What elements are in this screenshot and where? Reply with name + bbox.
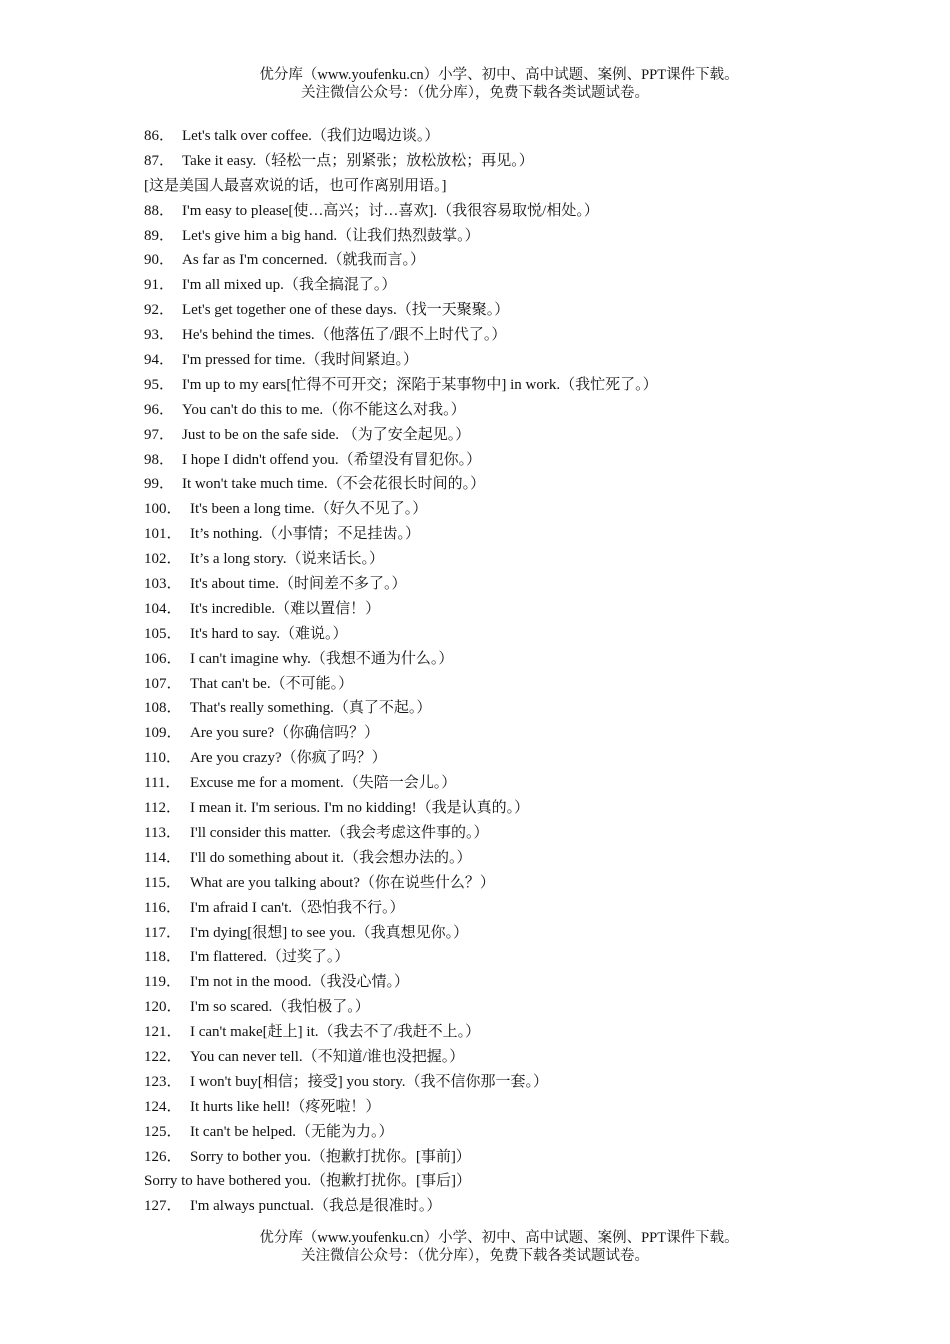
phrase-number: 94． [144, 352, 175, 369]
phrase-number: 107． [144, 675, 182, 692]
footer-line-2: 关注微信公众号：（优分库），免费下载各类试题试卷。 [301, 1248, 649, 1264]
phrase-number: 127． [144, 1198, 182, 1215]
phrase-line [144, 572, 904, 597]
phrase-line [144, 124, 904, 149]
phrase-line [144, 746, 904, 771]
phrase-number: 103． [144, 576, 182, 593]
phrase-text: I'm so scared.（我怕极了。） [190, 999, 370, 1016]
phrase-number: 100． [144, 501, 182, 518]
phrase-line [144, 945, 904, 970]
phrase-line [144, 846, 904, 871]
phrase-number: 112． [144, 800, 181, 817]
phrase-number: 115． [144, 874, 181, 891]
phrase-line [144, 423, 904, 448]
phrase-number: 121． [144, 1024, 182, 1041]
phrase-number: 109． [144, 725, 182, 742]
phrase-text: I'll do something about it.（我会想办法的。） [190, 849, 472, 866]
phrase-text: You can never tell.（不知道/谁也没把握。） [190, 1048, 465, 1065]
phrase-text: I'm pressed for time.（我时间紧迫。） [182, 352, 419, 369]
phrase-line [144, 224, 904, 249]
phrase-text: I won't buy[相信；接受] you story.（我不信你那一套。） [190, 1073, 548, 1090]
phrase-line [144, 821, 904, 846]
phrase-line [144, 373, 904, 398]
phrase-line [144, 796, 904, 821]
phrase-number: 90． [144, 252, 175, 269]
phrase-number: 120． [144, 999, 182, 1016]
phrase-number: 86． [144, 128, 175, 144]
phrase-number: 117． [144, 924, 181, 941]
phrase-number: 104． [144, 600, 182, 617]
phrase-text: Are you sure?（你确信吗？） [190, 725, 380, 742]
phrase-line [144, 696, 904, 721]
phrase-line [144, 398, 904, 423]
phrase-text: It’s a long story.（说来话长。） [190, 551, 385, 568]
phrase-text: Sorry to bother you.（抱歉打扰你。[事前]） [190, 1148, 471, 1165]
phrase-line [144, 497, 904, 522]
phrase-line [144, 1020, 904, 1045]
phrase-list [144, 124, 904, 1219]
phrase-line [144, 248, 904, 273]
phrase-text: It's about time.（时间差不多了。） [190, 576, 407, 593]
phrase-text: As far as I'm concerned.（就我而言。） [182, 252, 426, 269]
phrase-line [144, 1095, 904, 1120]
phrase-line [144, 771, 904, 796]
phrase-line [144, 199, 904, 224]
phrase-line [144, 1169, 904, 1194]
phrase-text: Excuse me for a moment.（失陪一会儿。） [190, 775, 457, 792]
page-footer [0, 1229, 950, 1265]
phrase-text: I'm always punctual.（我总是很准时。） [190, 1198, 442, 1215]
phrase-text: It’s nothing.（小事情；不足挂齿。） [190, 526, 421, 543]
phrase-line [144, 970, 904, 995]
phrase-line [144, 995, 904, 1020]
phrase-line [144, 871, 904, 896]
phrase-line [144, 448, 904, 473]
phrase-text: I'm not in the mood.（我没心情。） [190, 974, 409, 991]
phrase-text: He's behind the times.（他落伍了/跟不上时代了。） [182, 327, 507, 344]
phrase-text: I'm all mixed up.（我全搞混了。） [182, 277, 397, 294]
phrase-text: I can't imagine why.（我想不通为什么。） [190, 650, 454, 667]
phrase-text: That can't be.（不可能。） [190, 675, 354, 692]
phrase-number: 111． [144, 775, 181, 792]
phrase-number: 92． [144, 302, 175, 319]
phrase-number: 118． [144, 949, 181, 966]
phrase-text: Let's talk over coffee.（我们边喝边谈。） [182, 128, 440, 144]
phrase-line [144, 348, 904, 373]
phrase-number: 126． [144, 1148, 182, 1165]
phrase-text: Let's give him a big hand.（让我们热烈鼓掌。） [182, 227, 480, 244]
footer-line-1: 优分库（www.youfenku.cn）小学、初中、高中试题、案例、PPT课件下载。 [259, 1230, 739, 1246]
phrase-number: 93． [144, 327, 175, 344]
phrase-number: 105． [144, 625, 182, 642]
phrase-line [144, 597, 904, 622]
phrase-line [144, 174, 904, 199]
phrase-number: 102． [144, 551, 182, 568]
phrase-line [144, 1045, 904, 1070]
phrase-text: Just to be on the safe side. （为了安全起见。） [182, 426, 471, 443]
phrase-line [144, 273, 904, 298]
phrase-number: 96． [144, 401, 175, 418]
phrase-line [144, 547, 904, 572]
phrase-line [144, 323, 904, 348]
phrase-line [144, 721, 904, 746]
phrase-number: 106． [144, 650, 182, 667]
phrase-text: Let's get together one of these days.（找一天聚聚。） [182, 302, 510, 319]
header-line-1: 优分库（www.youfenku.cn）小学、初中、高中试题、案例、PPT课件下载。 [259, 67, 739, 83]
phrase-number: 101． [144, 526, 182, 543]
phrase-number: 122． [144, 1048, 182, 1065]
phrase-line [144, 921, 904, 946]
phrase-number: 99． [144, 476, 175, 493]
phrase-text: I hope I didn't offend you.（希望没有冒犯你。） [182, 451, 482, 468]
phrase-line [144, 1070, 904, 1095]
phrase-number: 88． [144, 202, 175, 219]
phrase-line [144, 896, 904, 921]
phrase-text: I mean it. I'm serious. I'm no kidding!（我是认真的。） [190, 800, 530, 817]
phrase-text: I can't make[赶上] it.（我去不了/我赶不上。） [190, 1024, 481, 1041]
phrase-line [144, 472, 904, 497]
phrase-text: I'm flattered.（过奖了。） [190, 949, 350, 966]
phrase-line [144, 672, 904, 697]
phrase-text: Are you crazy?（你疯了吗？） [190, 750, 387, 767]
header-line-2: 关注微信公众号：（优分库），免费下载各类试题试卷。 [301, 85, 649, 101]
phrase-text: I'll consider this matter.（我会考虑这件事的。） [190, 824, 489, 841]
phrase-number: 110． [144, 750, 181, 767]
phrase-text: It's been a long time.（好久不见了。） [190, 501, 428, 518]
phrase-line [144, 522, 904, 547]
phrase-text: Take it easy.（轻松一点；别紧张；放松放松；再见。） [182, 152, 534, 169]
phrase-text: I'm up to my ears[忙得不可开交；深陷于某事物中] in work.（我忙死了。） [182, 376, 658, 393]
phrase-text: It's incredible.（难以置信！） [190, 600, 381, 617]
phrase-line [144, 1120, 904, 1145]
phrase-text: It can't be helped.（无能为力。） [190, 1123, 394, 1140]
phrase-number: 114． [144, 849, 181, 866]
phrase-number: 91． [144, 277, 175, 294]
phrase-number: 98． [144, 451, 175, 468]
phrase-text: Sorry to have bothered you.（抱歉打扰你。[事后]） [144, 1173, 472, 1190]
phrase-text: What are you talking about?（你在说些什么？） [190, 874, 495, 891]
phrase-number: 113． [144, 824, 181, 841]
phrase-number: 116． [144, 899, 181, 916]
phrase-number: 87． [144, 152, 175, 169]
phrase-text: It's hard to say.（难说。） [190, 625, 348, 642]
phrase-text: I'm afraid I can't.（恐怕我不行。） [190, 899, 405, 916]
phrase-number: 123． [144, 1073, 182, 1090]
phrase-number: 89． [144, 227, 175, 244]
phrase-number: 97． [144, 426, 175, 443]
phrase-text: It hurts like hell!（疼死啦！） [190, 1098, 381, 1115]
phrase-number: 119． [144, 974, 181, 991]
phrase-text: I'm dying[很想] to see you.（我真想见你。） [190, 924, 469, 941]
phrase-text: That's really something.（真了不起。） [190, 700, 432, 717]
phrase-text: It won't take much time.（不会花很长时间的。） [182, 476, 486, 493]
phrase-line [144, 1194, 904, 1219]
phrase-text: [这是美国人最喜欢说的话，也可作离别用语。] [144, 177, 447, 194]
phrase-line [144, 149, 904, 174]
phrase-number: 125． [144, 1123, 182, 1140]
phrase-line [144, 622, 904, 647]
phrase-number: 124． [144, 1098, 182, 1115]
phrase-text: I'm easy to please[使…高兴；讨…喜欢].（我很容易取悦/相处。） [182, 202, 599, 219]
phrase-number: 108． [144, 700, 182, 717]
phrase-text: You can't do this to me.（你不能这么对我。） [182, 401, 466, 418]
phrase-line [144, 298, 904, 323]
phrase-line [144, 647, 904, 672]
phrase-number: 95． [144, 376, 175, 393]
page-header [0, 66, 950, 102]
phrase-line [144, 1145, 904, 1170]
